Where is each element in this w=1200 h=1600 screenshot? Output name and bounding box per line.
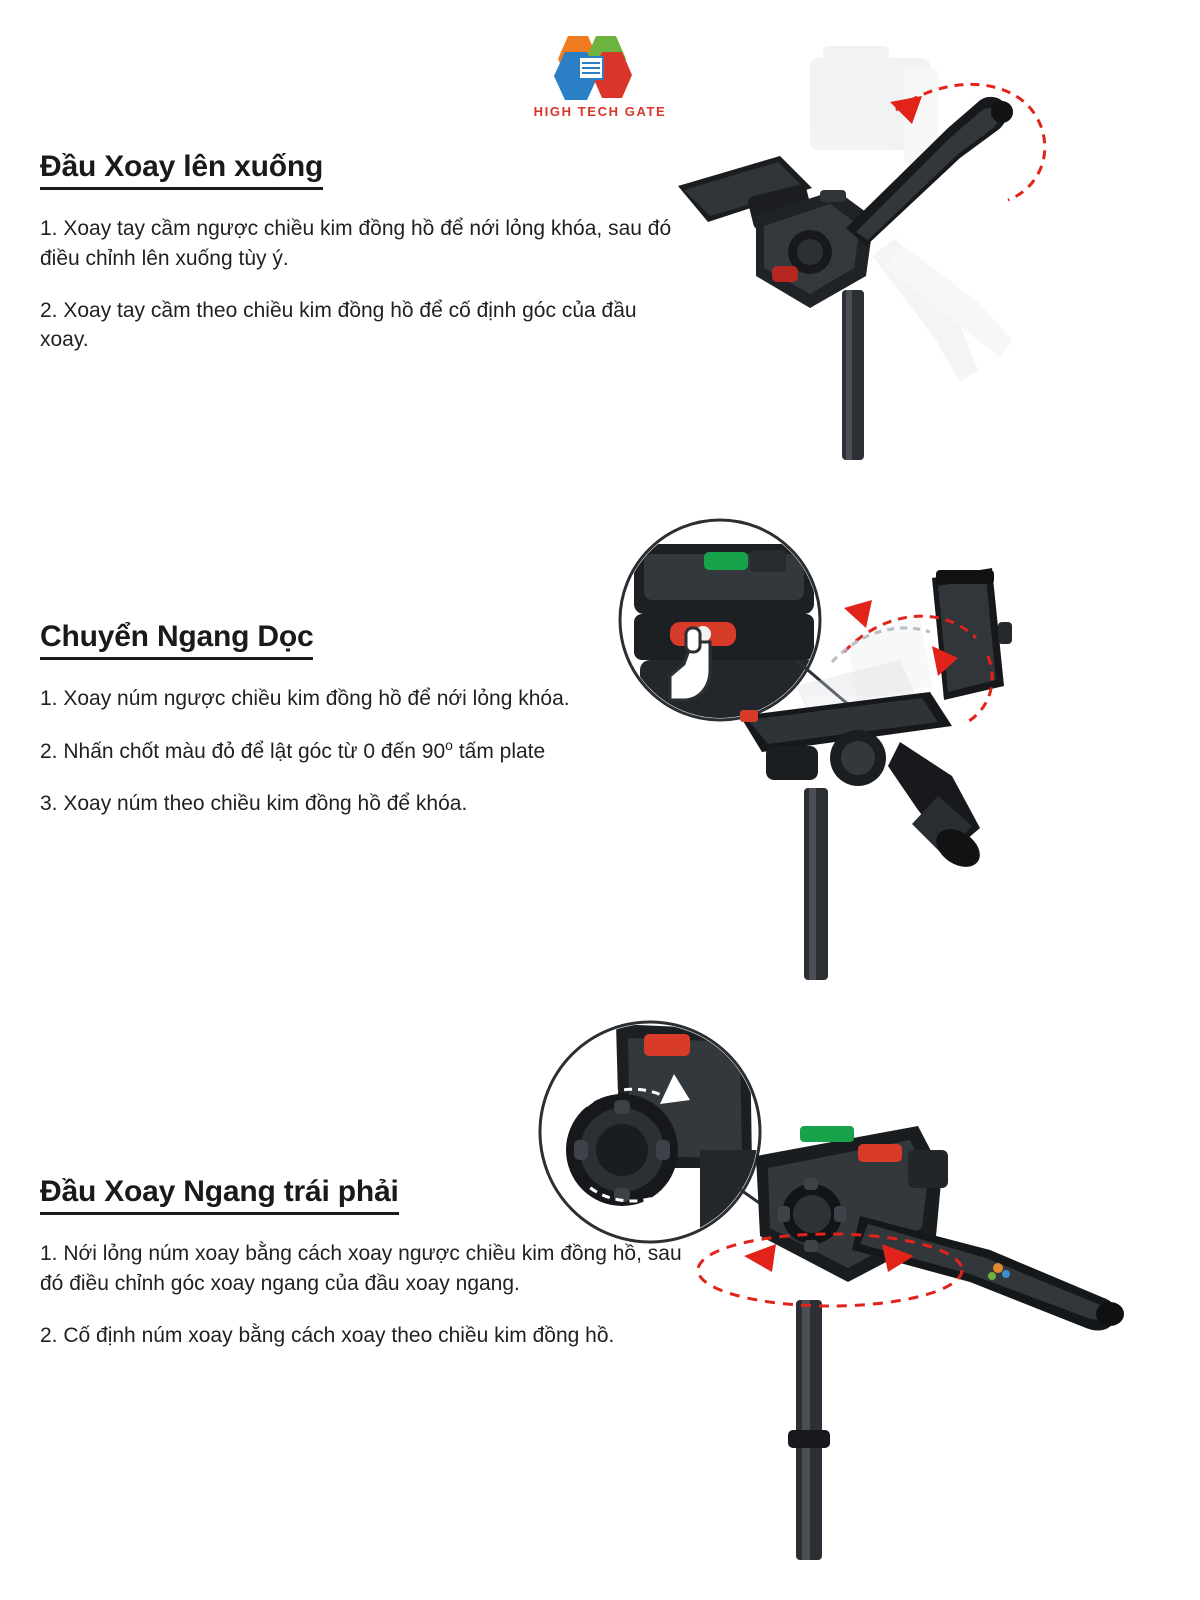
section-tilt-title: Đầu Xoay lên xuống: [40, 150, 323, 190]
section-tilt-step-2: 2. Xoay tay cầm theo chiều kim đồng hồ để cố định góc của đầu xoay.: [40, 298, 637, 352]
plate-vertical-position: [932, 568, 1012, 700]
section-flip-title: Chuyển Ngang Dọc: [40, 620, 313, 660]
section-flip-step-1: 1. Xoay núm ngược chiều kim đồng hồ để nới lỏng khóa.: [40, 687, 570, 710]
column-collar: [788, 1430, 830, 1448]
zoom-callout-circle: [620, 520, 820, 720]
illustration-pan: [500, 1000, 1180, 1560]
illustration-tilt: [660, 40, 1180, 460]
arrowhead-red-left: [744, 1244, 776, 1272]
section-flip-step-3: 3. Xoay núm theo chiều kim đồng hồ để khóa.: [40, 791, 468, 815]
illustration-flip: [600, 510, 1160, 980]
ghost-phone-shape: [810, 46, 938, 164]
arrowhead-red-top: [844, 600, 872, 628]
section-pan-step-2: 2. Cố định núm xoay bằng cách xoay theo chiều kim đồng hồ.: [40, 1323, 615, 1347]
logo-hexagon-mark: [552, 34, 648, 100]
section-pan-step-1: 1. Nới lỏng núm xoay bằng cách xoay ngược chiều kim đồng hồ, sau đó điều chỉnh góc xoay ngang của đầu xoay ngang.: [40, 1242, 682, 1295]
lock-knob-and-handle: [766, 730, 987, 875]
tripod-column: [842, 290, 864, 460]
section-tilt-step-1: 1. Xoay tay cầm ngược chiều kim đồng hồ để nới lỏng khóa, sau đó điều chỉnh lên xuống tùy ý.: [40, 217, 672, 270]
brand-name: HIGH TECH GATE: [533, 104, 667, 119]
section-tilt: [40, 150, 680, 355]
pan-handle: [852, 1216, 1124, 1330]
section-flip-step-2-suffix: tấm plate: [458, 739, 546, 763]
section-pan-title: Đầu Xoay Ngang trái phải: [40, 1175, 399, 1215]
section-flip-step-2-text: 2. Nhấn chốt màu đỏ để lật góc từ 0 đến 90: [40, 739, 446, 763]
degree-superscript: o: [445, 736, 453, 753]
shopping-cart-icon: [578, 56, 604, 80]
zoom-callout-circle-pan: [540, 1022, 760, 1242]
ghost-handle-shapes: [872, 238, 1012, 382]
